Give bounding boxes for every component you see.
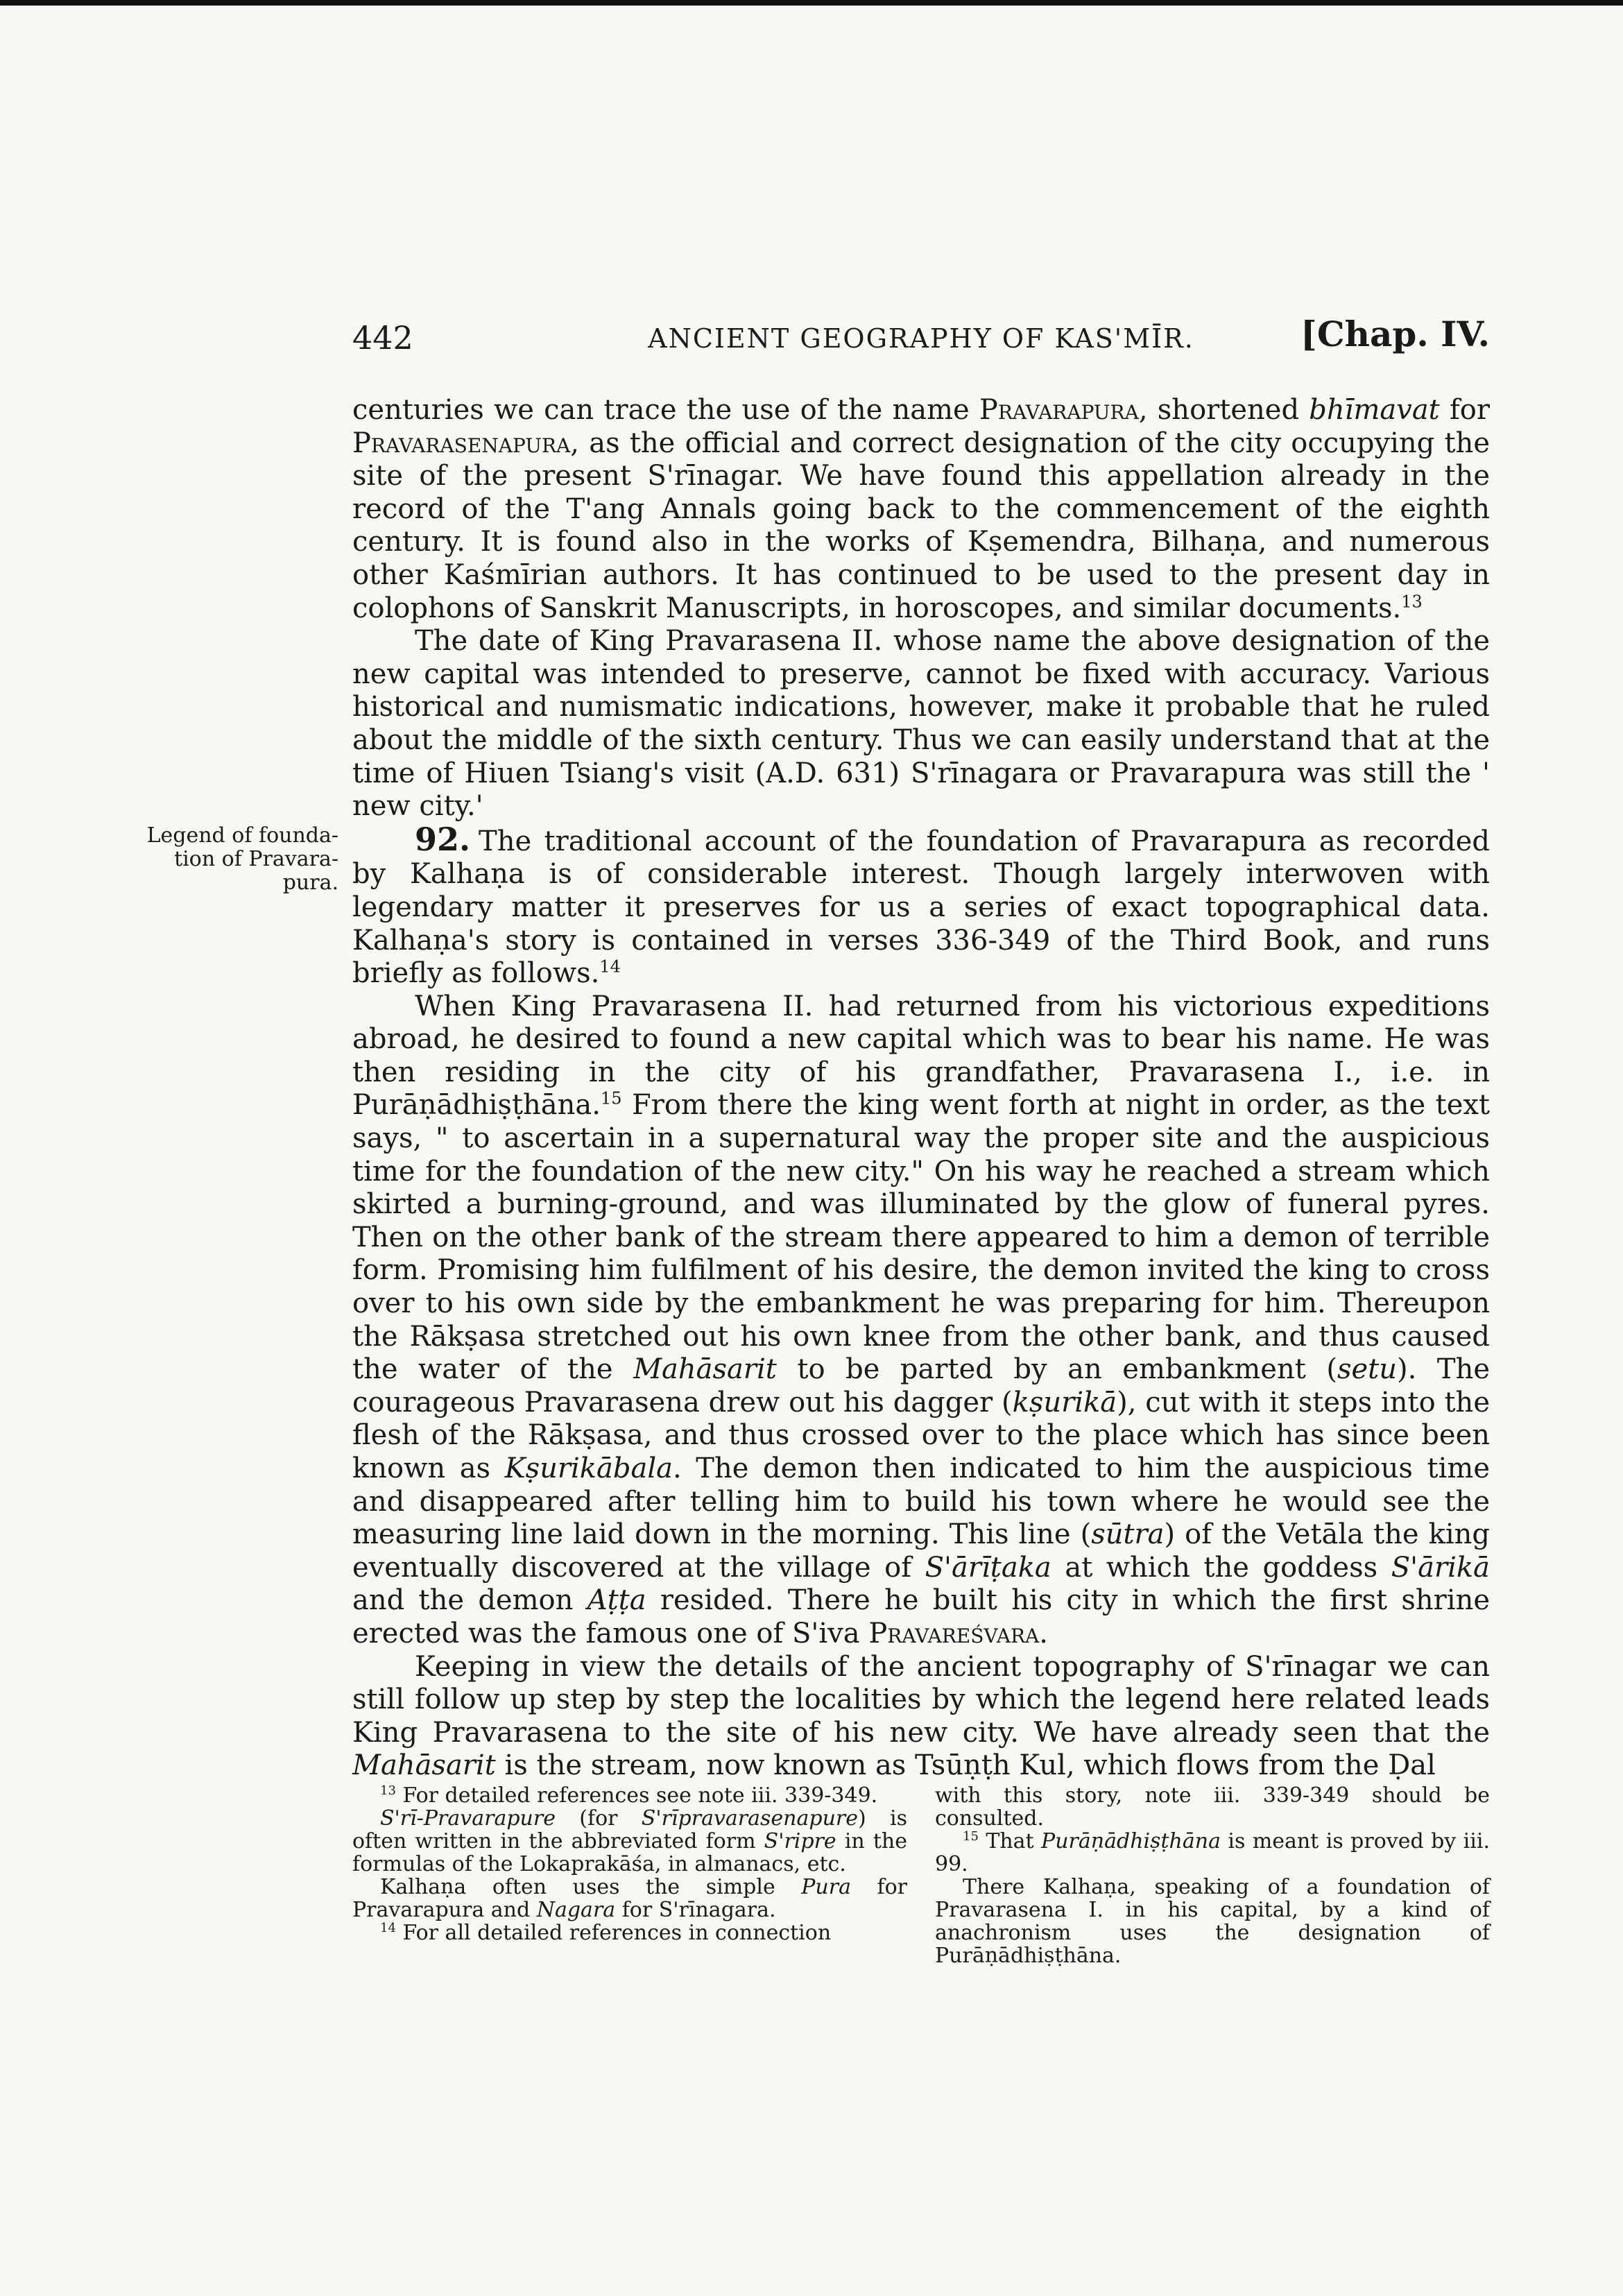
footnote-text: There Kalhaṇa, speaking of a foundation of Pravarasena I. in his capital, by a kind of anachronism uses the designation of Purāṇādhiṣṭhāna.: [935, 1875, 1490, 1968]
paragraph: Keeping in view the details of the ancient topography of S'rīnagar we can still follow up step by step the localities by which the legend here related leads King Pravarasena to the site of his new city. We have already seen that the Mahāsarit is the stream, now known as Tsūṇṭh Kul, which flows from the Ḍal: [352, 1650, 1490, 1782]
footnotes-right-column: [935, 1784, 1490, 1967]
sidenote-line: pura.: [282, 871, 338, 895]
footnote-ref: 14: [599, 957, 621, 977]
sidenote-line: tion of Pravara-: [174, 847, 338, 871]
running-title: ANCIENT GEOGRAPHY OF KAS'MĪR.: [648, 323, 1194, 354]
paragraph: When King Pravarasena II. had returned from his victorious expeditions abroad, he desired to found a new capital which was to bear his name. He was then residing in the city of his grandfather, Pravarasena I., i.e. in Purāṇādhiṣṭhāna.$^{15}$ From there the king went forth at night in order, as the text says, " to ascertain in a supernatural way the proper site and the auspicious time for the foundation of the new city." On his way he reached a stream which skirted a burning-ground, and was illuminated by the glow of funeral pyres. Then on the other bank of the stream there appeared to him a demon of terrible form. Promising him fulfilment of his desire, the demon invited the king to cross over to his own side by the embankment he was preparing for him. Thereupon the Rākṣasa stretched out his own knee from the other bank, and thus caused the water of the Mahāsarit to be parted by an embankment (setu). The courageous Pravarasena drew out his dagger (kṣurikā), cut with it steps into the flesh of the Rākṣasa, and thus crossed over to the place which has since been known as Kṣurikābala. The demon then indicated to him the auspicious time and disappeared after telling him to build his town where he would see the measuring line laid down in the morning. This line (sūtra) of the Vetāla the king eventually discovered at the village of S'ārīṭaka at which the goddess S'ārikā and the demon Aṭṭa resided. There he built his city in which the first shrine erected was the famous one of S'iva Pravareśvara.: [352, 990, 1490, 1650]
footnote-text: S'rī-Pravarapure (for S'rīpravarasenapure) is often written in the abbreviated form S'ripre in the formulas of the Lokaprakāśa, in almanacs, etc.: [352, 1806, 907, 1876]
paragraph: The date of King Pravarasena II. whose name the above designation of the new capital was intended to preserve, cannot be fixed with accuracy. Various historical and numismatic indications, however, make it probable that he ruled about the middle of the sixth century. Thus we can easily understand that at the time of Hiuen Tsiang's visit (A.D. 631) S'rīnagara or Pravarapura was still the ' new city.': [352, 625, 1490, 823]
footnote-14: $^{14}$ For all detailed references in connection: [380, 1921, 832, 1945]
main-text: [352, 394, 1490, 1783]
paragraph-section-92: 92. The traditional account of the foundation of Pravarapura as recorded by Kalhaṇa is of considerable interest. Though largely interwoven with legendary matter it preserves for us a series of exact topographical data. Kalhaṇa's story is contained in verses 336-349 of the Third Book, and runs briefly as follows.$^{14}$: [352, 820, 1490, 990]
footnote-ref: 15: [600, 1089, 622, 1109]
page-number: 442: [352, 319, 413, 357]
top-border-line: [0, 0, 1623, 6]
sidenote-line: Legend of founda-: [146, 823, 338, 848]
section-number: 92.: [415, 820, 471, 858]
footnotes-left-column: [352, 1784, 907, 1944]
footnote-ref: 13: [1401, 592, 1423, 612]
footnote-text: with this story, note iii. 339-349 should be consulted.: [935, 1783, 1490, 1831]
footnote-13: $^{13}$ For detailed references see note iii. 339-349.: [380, 1783, 878, 1808]
margin-sidenote: [117, 824, 338, 895]
chapter-label: [Chap. IV.: [1300, 314, 1490, 354]
paragraph: centuries we can trace the use of the name Pravarapura, shortened bhīmavat for Pravarasenapura, as the official and correct designation of the city occupying the site of the present S'rīnagar. We have found this appellation already in the record of the T'ang Annals going back to the commencement of the eighth century. It is found also in the works of Kṣemendra, Bilhaṇa, and numerous other Kaśmīrian authors. It has continued to be used to the present day in colophons of Sanskrit Manuscripts, in horoscopes, and similar documents.$^{13}$: [352, 394, 1490, 624]
footnote-15: $^{15}$ That Purāṇādhiṣṭhāna is meant is proved by iii. 99.: [935, 1829, 1490, 1876]
page-header: [352, 314, 1490, 368]
footnote-text: Kalhaṇa often uses the simple Pura for Pravarapura and Nagara for S'rīnagara.: [352, 1875, 907, 1922]
